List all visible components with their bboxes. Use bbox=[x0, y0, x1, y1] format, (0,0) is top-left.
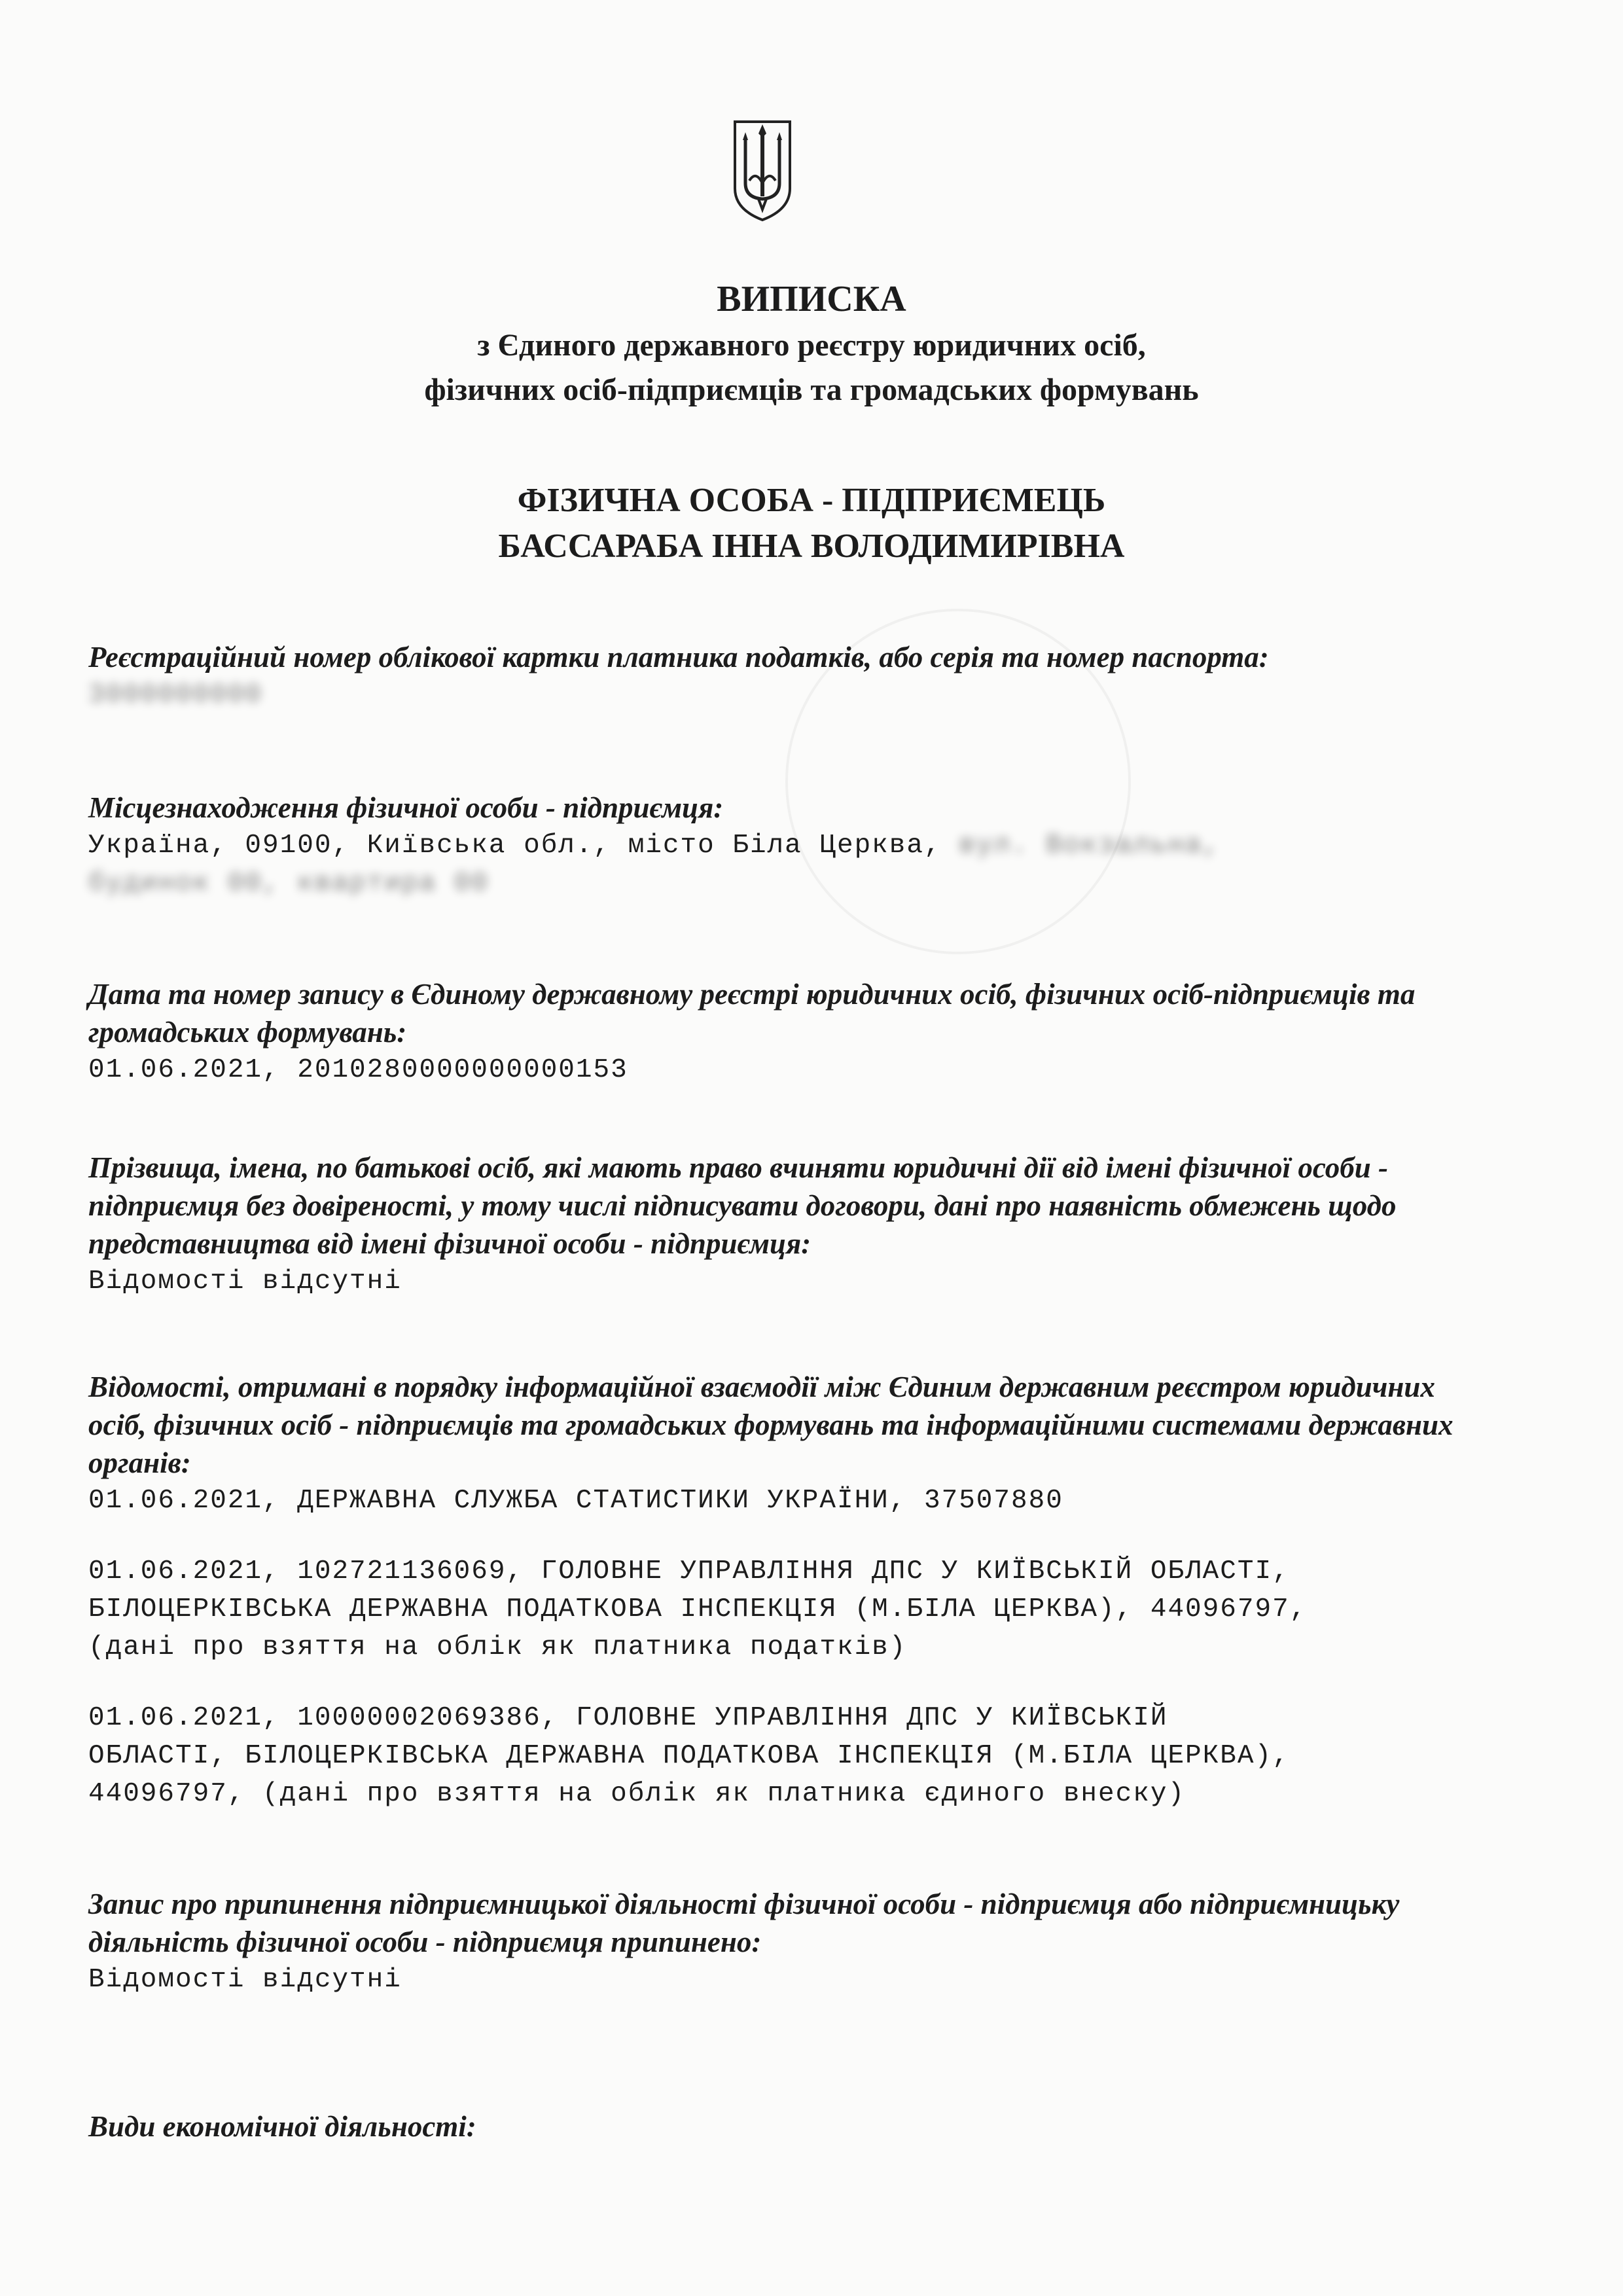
section-interaction bbox=[88, 1368, 1476, 1813]
representatives-label: Прізвища, імена, по батькові осіб, які мають право вчиняти юридичні дії від імені фізичної особи - підприємця без довіреності, у тому числі підписувати договори, дані про наявність обмежень щодо представництва від імені фізичної особи - підприємця: bbox=[88, 1151, 1397, 1260]
section-representatives bbox=[88, 1149, 1476, 1300]
location-value-visible: Україна, 09100, Київська обл., місто Біла Церква, bbox=[88, 831, 942, 861]
interaction-entry: 01.06.2021, ДЕРЖАВНА СЛУЖБА СТАТИСТИКИ УКРАЇНИ, 37507880 bbox=[88, 1486, 1063, 1516]
interaction-entry: 01.06.2021, 102721136069, ГОЛОВНЕ УПРАВЛІННЯ ДПС У КИЇВСЬКІЙ ОБЛАСТІ, БІЛОЦЕРКІВСЬКА ДЕРЖАВНА ПОДАТКОВА ІНСПЕКЦІЯ (М.БІЛА ЦЕРКВА), 44096797, (дані про взяття на облік як платника податків) bbox=[88, 1556, 1308, 1662]
termination-value: Відомості відсутні bbox=[88, 1965, 402, 1995]
tax-id-value: 3000000000 bbox=[88, 680, 263, 710]
activities-label: Види економічної діяльності: bbox=[88, 2110, 476, 2143]
entity-type: ФІЗИЧНА ОСОБА - ПІДПРИЄМЕЦЬ bbox=[517, 482, 1106, 519]
location-value-redacted-building: будинок 00, квартира 00 bbox=[88, 869, 489, 899]
location-value-redacted-street: вул. Вокзальна, bbox=[959, 831, 1221, 861]
entity-name: БАССАРАБА ІННА ВОЛОДИМИРІВНА bbox=[498, 528, 1125, 565]
record-label: Дата та номер запису в Єдиному державному реєстрі юридичних осіб, фізичних осіб-підприємців та громадських формувань: bbox=[88, 978, 1416, 1049]
trident-coat-of-arms-icon bbox=[730, 118, 795, 223]
record-value: 01.06.2021, 2010280000000000153 bbox=[88, 1055, 628, 1085]
section-activities bbox=[88, 2108, 1476, 2145]
section-tax-id bbox=[88, 638, 1476, 714]
section-location bbox=[88, 789, 1476, 903]
interaction-entry: 01.06.2021, 10000002069386, ГОЛОВНЕ УПРАВЛІННЯ ДПС У КИЇВСЬКІЙ ОБЛАСТІ, БІЛОЦЕРКІВСЬКА ДЕРЖАВНА ПОДАТКОВА ІНСПЕКЦІЯ (М.БІЛА ЦЕРКВА), 44096797, (дані про взяття на облік як платника єдиного внеску) bbox=[88, 1703, 1290, 1809]
location-value bbox=[88, 827, 1476, 865]
interaction-label: Відомості, отримані в порядку інформаційної взаємодії між Єдиним державним реєстром юридичних осіб, фізичних осіб - підприємців та громадських формувань та інформаційними системами державних органів: bbox=[88, 1371, 1454, 1479]
section-record bbox=[88, 975, 1476, 1089]
location-label: Місцезнаходження фізичної особи - підприємця: bbox=[88, 791, 724, 824]
document-title: ВИПИСКА bbox=[717, 279, 906, 319]
section-termination bbox=[88, 1885, 1476, 1999]
representatives-value: Відомості відсутні bbox=[88, 1266, 402, 1297]
tax-id-label: Реєстраційний номер облікової картки платника податків, або серія та номер паспорта: bbox=[88, 641, 1269, 673]
document-subtitle-line-1: з Єдиного державного реєстру юридичних осіб, bbox=[477, 328, 1146, 363]
termination-label: Запис про припинення підприємницької діяльності фізичної особи - підприємця або підприємницьку діяльність фізичної особи - підприємця припинено: bbox=[88, 1888, 1400, 1958]
document-subtitle-line-2: фізичних осіб-підприємців та громадських формувань bbox=[424, 372, 1199, 407]
